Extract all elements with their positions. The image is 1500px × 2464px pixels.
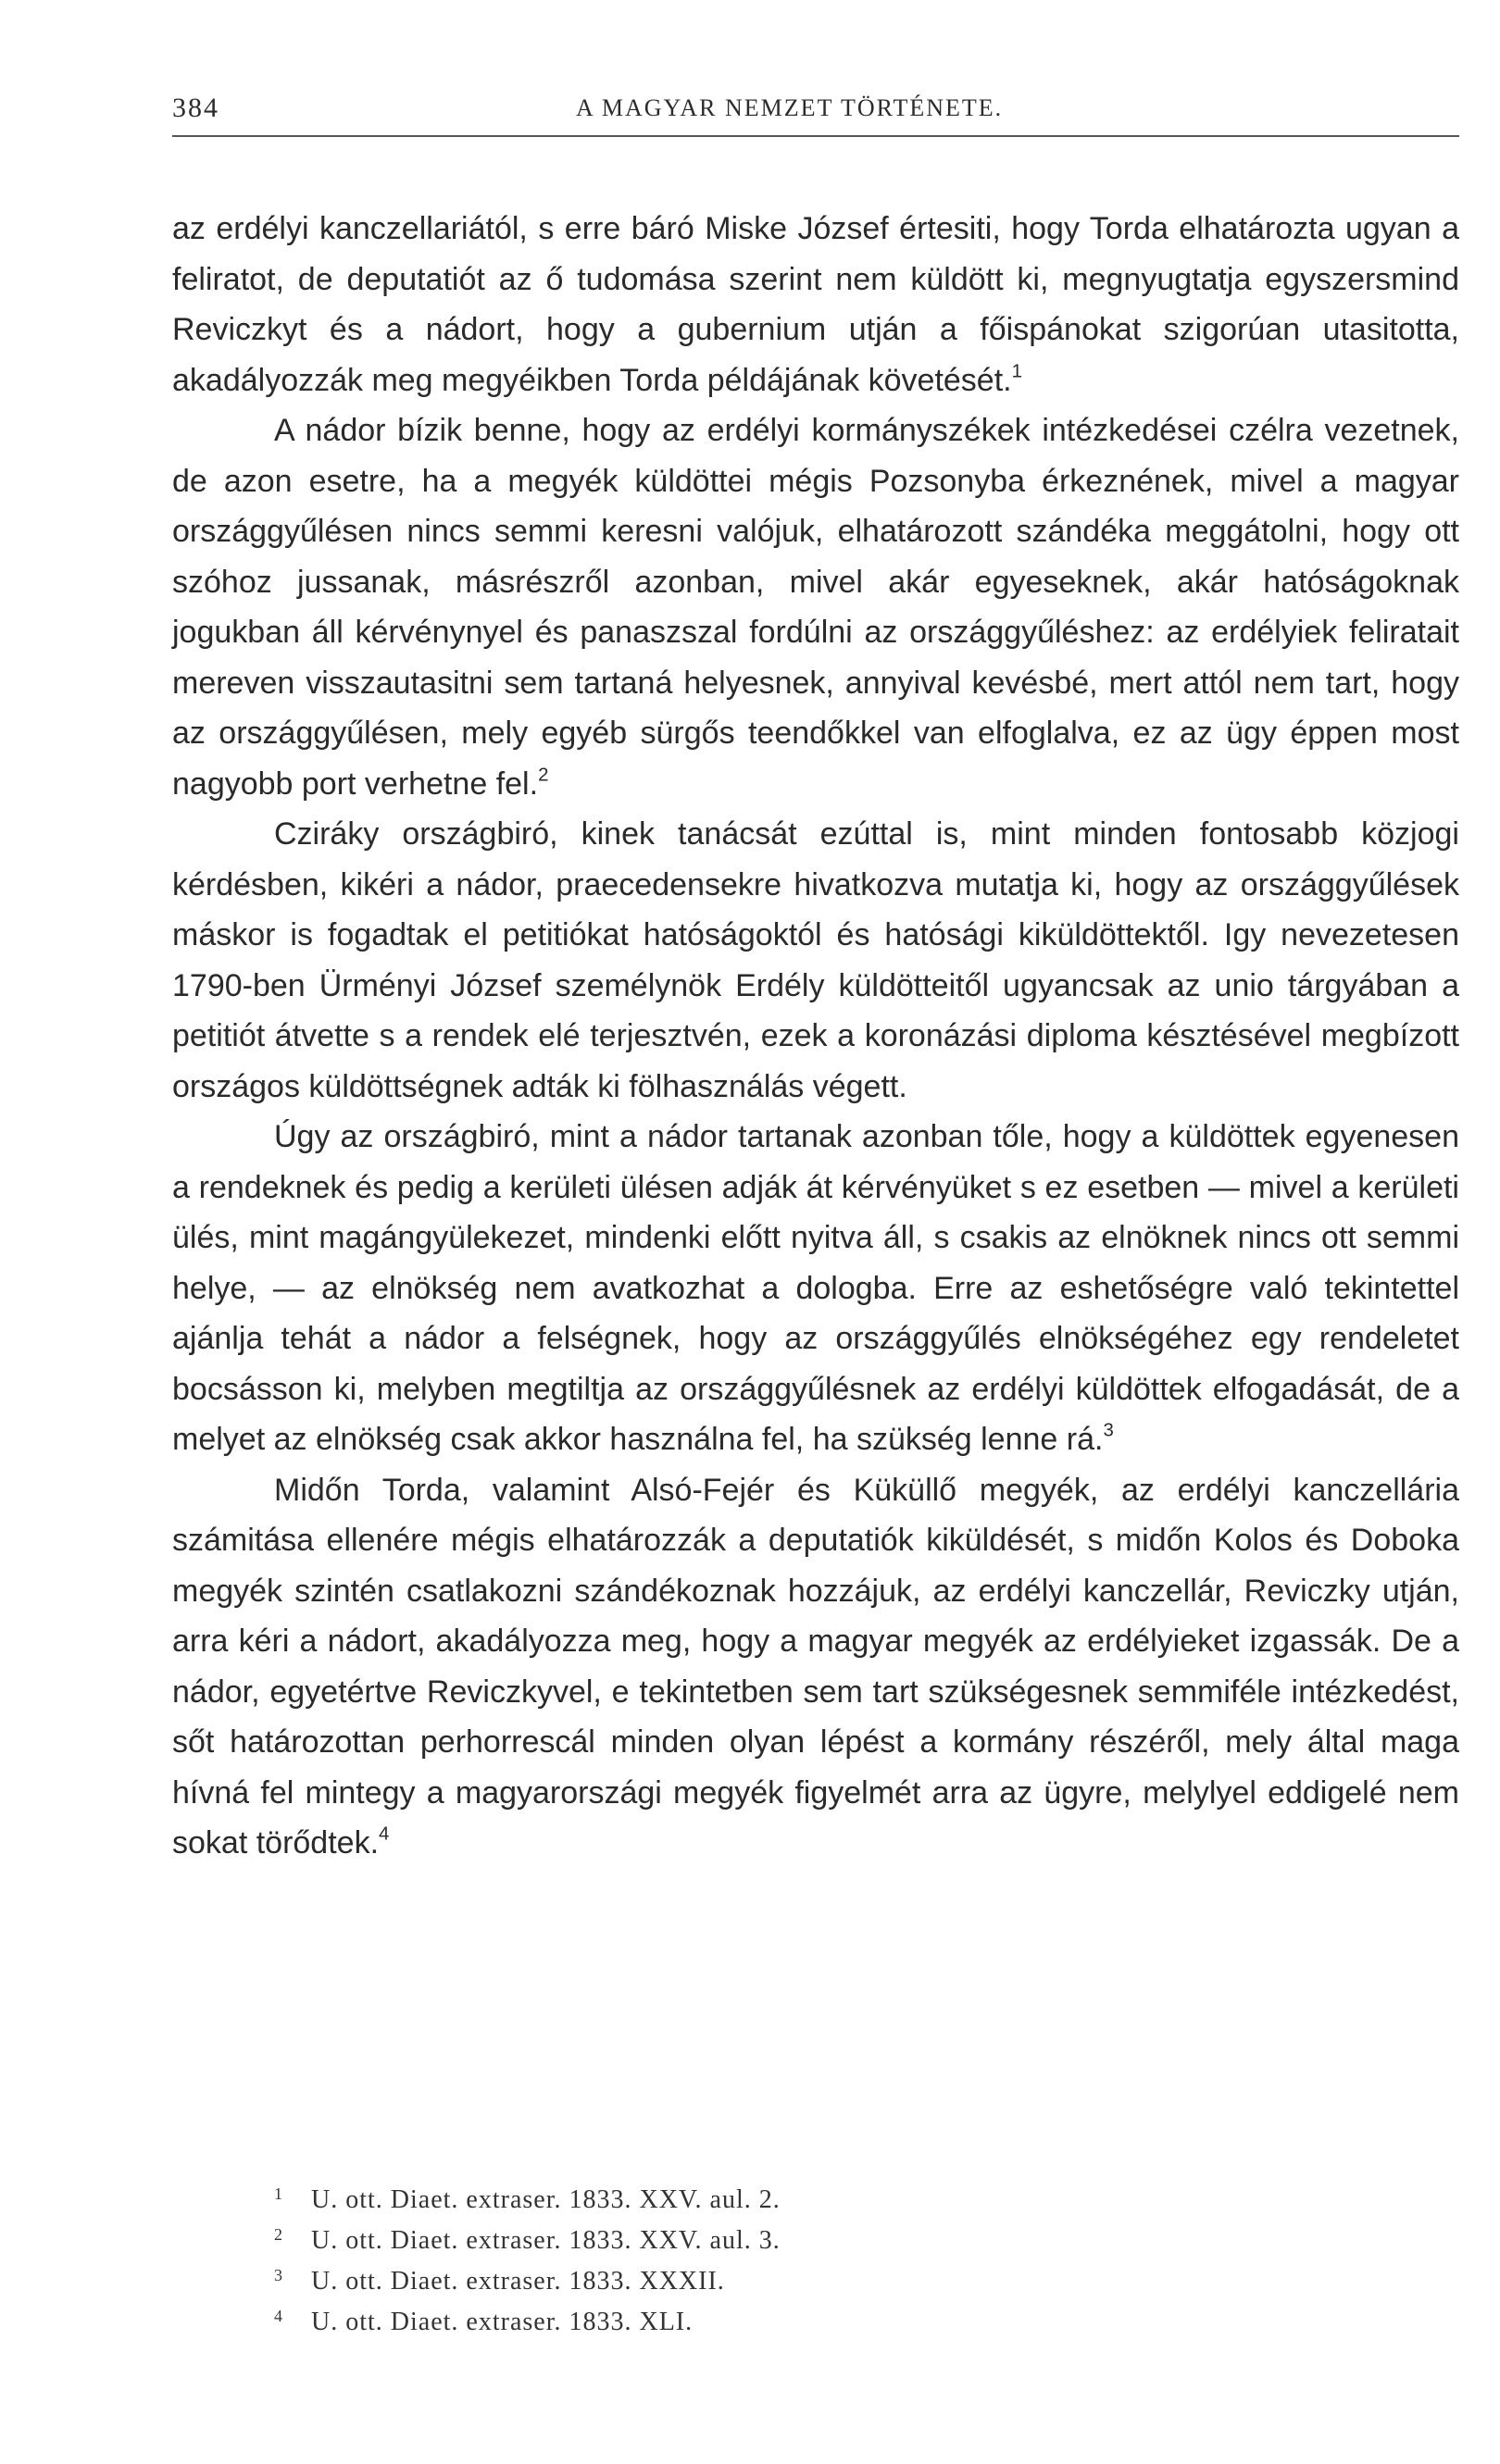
header-rule <box>172 135 1459 137</box>
paragraph <box>172 809 1459 1112</box>
paragraph-text: Úgy az országbiró, mint a nádor tartanak azonban tőle, hogy a küldöttek egyenesen a rendeknek és pedig a kerületi ülésen adják át kérvényüket s ez esetben — mivel a kerületi ülés, mint magángyülekezet, mindenki előtt nyitva áll, s csakis az elnöknek nincs ott semmi helye, — az elnökség nem avatkozhat a dologba. Erre az eshetőségre való tekintettel ajánlja tehát a nádor a felségnek, hogy az országgyűlés elnökségéhez egy rendeletet bocsásson ki, melyben megtiltja az országgyűlésnek az erdélyi küldöttek elfogadását, de a melyet az elnökség csak akkor használna fel, ha szükség lenne rá. <box>172 1119 1459 1457</box>
footnote-reference: 1 <box>1011 361 1022 382</box>
footnote-mark: 4 <box>274 2307 283 2325</box>
footnote-mark: 1 <box>274 2184 283 2203</box>
footnote <box>274 2180 1107 2221</box>
paragraph <box>172 1465 1459 1869</box>
paragraph-text: Cziráky országbiró, kinek tanácsát ezúttal is, mint minden fontosabb közjogi kérdésben, kikéri a nádor, praecedensekre hivatkozva mutatja ki, hogy az országgyűlések máskor is fogadtak el petitiókat hatóságoktól és hatósági kiküldöttektől. Igy nevezetesen 1790-ben Ürményi József személynök Erdély küldötteitől ugyancsak az unio tárgyában a petitiót átvette s a rendek elé terjesztvén, ezek a koronázási diploma késztésével megbízott országos küldöttségnek adták ki fölhasználás végett. <box>172 816 1459 1104</box>
footnote-mark: 2 <box>274 2225 283 2244</box>
footnote-text: U. ott. Diaet. extraser. 1833. XXXII. <box>311 2267 725 2296</box>
page-header <box>172 89 1459 141</box>
footnote <box>274 2302 1107 2343</box>
footnote-reference: 2 <box>538 765 549 786</box>
footnotes <box>274 2180 1107 2343</box>
footnote-text: U. ott. Diaet. extraser. 1833. XLI. <box>311 2308 694 2336</box>
footnote-reference: 3 <box>1103 1420 1114 1441</box>
paragraph-text: A nádor bízik benne, hogy az erdélyi kormányszékek intézkedései czélra vezetnek, de azon esetre, ha a megyék küldöttei mégis Pozsonyba érkeznének, mivel a magyar országgyűlésen nincs semmi keresni valójuk, elhatározott szándéka meggátolni, hogy ott szóhoz jussanak, másrészről azonban, mivel akár egyeseknek, akár hatóságoknak jogukban áll kérvénynyel és panaszszal fordúlni az országgyűléshez: az erdélyiek feliratait mereven visszautasitni sem tartaná helyesnek, annyival kevésbé, mert attól nem tart, hogy az országgyűlésen, mely egyéb sürgős teendőkkel van elfoglalva, ez az ügy éppen most nagyobb port verhetne fel. <box>172 413 1459 802</box>
body-text <box>172 204 1459 1869</box>
running-title: A MAGYAR NEMZET TÖRTÉNETE. <box>576 94 1004 121</box>
paragraph <box>172 405 1459 809</box>
footnote <box>274 2221 1107 2261</box>
page-number: 384 <box>172 93 219 123</box>
paragraph <box>172 1112 1459 1465</box>
footnote-mark: 3 <box>274 2266 283 2284</box>
footnote-text: U. ott. Diaet. extraser. 1833. XXV. aul. 3. <box>311 2226 781 2255</box>
paragraph-text: az erdélyi kanczellariától, s erre báró Miske József értesiti, hogy Torda elhatározta ugyan a feliratot, de deputatiót az ő tudomása szerint nem küldött ki, megnyugtatja egyszersmind Reviczkyt és a nádort, hogy a gubernium utján a főispánokat szigorúan utasitotta, akadályozzák meg megyéikben Torda példájának követését. <box>172 211 1459 398</box>
footnote-text: U. ott. Diaet. extraser. 1833. XXV. aul. 2. <box>311 2185 781 2214</box>
paragraph-text: Midőn Torda, valamint Alsó-Fejér és Küküllő megyék, az erdélyi kanczellária számitása ellenére mégis elhatározzák a deputatiók kiküldését, s midőn Kolos és Doboka megyék szintén csatlakozni szándékoznak hozzájuk, az erdélyi kanczellár, Reviczky utján, arra kéri a nádort, akadályozza meg, hogy a magyar megyék az erdélyieket izgassák. De a nádor, egyetértve Reviczkyvel, e tekintetben sem tart szükségesnek semmiféle intézkedést, sőt határozottan perhorrescál minden olyan lépést a kormány részéről, mely által maga hívná fel mintegy a magyarországi megyék figyelmét arra az ügyre, melylyel eddigelé nem sokat törődtek. <box>172 1472 1459 1860</box>
footnote <box>274 2261 1107 2302</box>
footnote-reference: 4 <box>379 1823 390 1845</box>
paragraph <box>172 204 1459 405</box>
